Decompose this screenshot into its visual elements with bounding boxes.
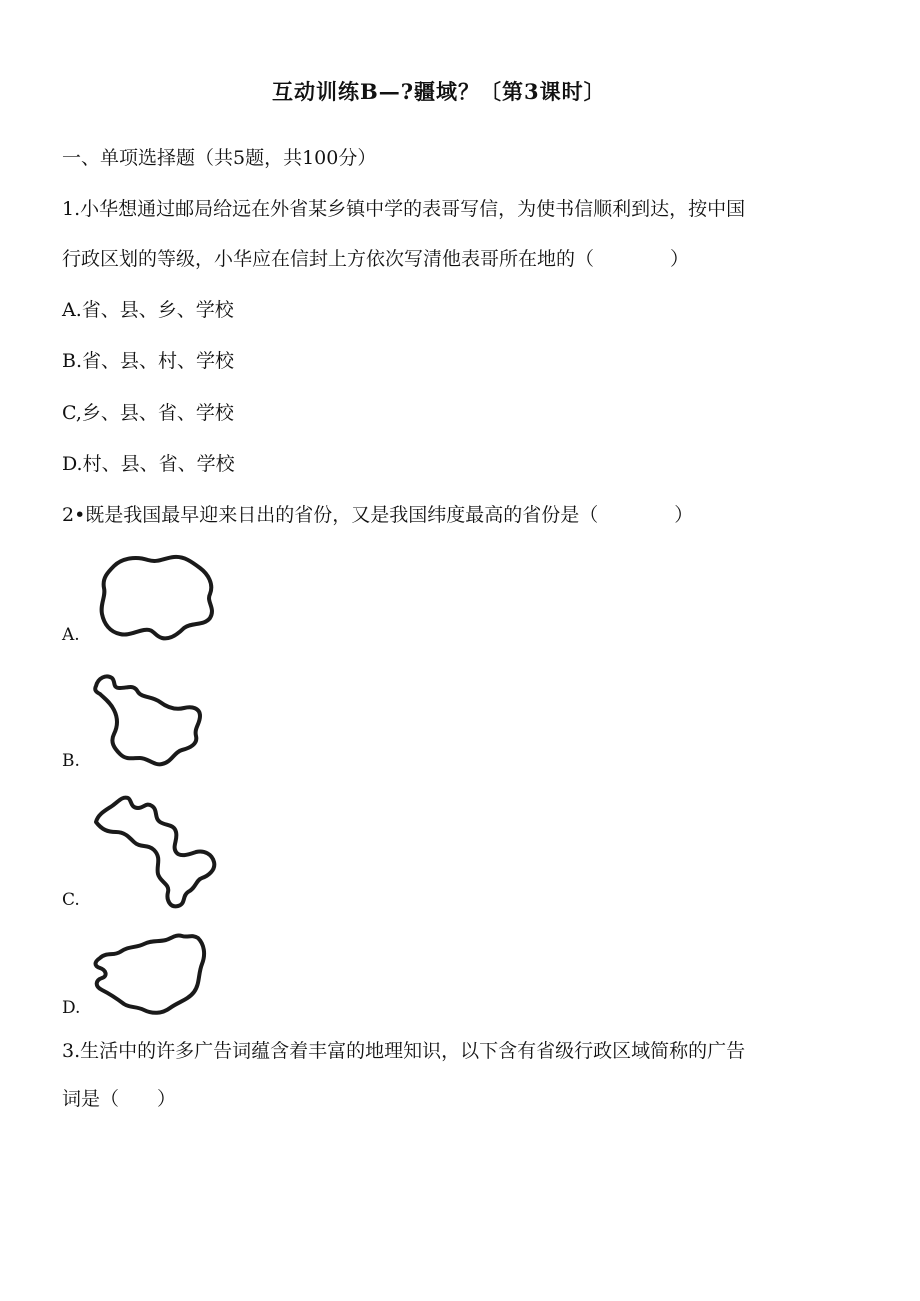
page-title: 互动训练B—?疆域？〔第3课时〕 — [272, 79, 606, 104]
question-1-option-a: A.省、县、乡、学校 — [62, 299, 234, 321]
question-2-option-c-label: C. — [62, 890, 80, 910]
question-1-line-1: 1.小华想通过邮局给远在外省某乡镇中学的表哥写信，为使书信顺利到达，按中国 — [62, 198, 746, 220]
province-outline-b-icon — [90, 668, 210, 773]
province-outline-a-icon — [92, 550, 222, 645]
province-outline-d-icon — [88, 928, 213, 1018]
section-heading: 一、单项选择题（共5题，共100分） — [62, 147, 377, 169]
question-2-option-b-label: B. — [62, 751, 80, 771]
question-2-text: 2•既是我国最早迎来日出的省份，又是我国纬度最高的省份是（ ） — [62, 504, 694, 526]
question-1-line-2: 行政区划的等级，小华应在信封上方依次写清他表哥所在地的（ ） — [62, 248, 690, 270]
question-3-line-2: 词是（ ） — [62, 1088, 177, 1110]
question-1-option-c: C,乡、县、省、学校 — [62, 402, 234, 424]
question-1-option-b: B.省、县、村、学校 — [62, 350, 235, 372]
question-1-option-d: D.村、县、省、学校 — [62, 453, 235, 475]
question-2-option-d-label: D. — [62, 998, 81, 1018]
province-outline-c-icon — [88, 792, 228, 912]
question-2-option-a-label: A. — [62, 625, 80, 645]
question-3-line-1: 3.生活中的许多广告词蕴含着丰富的地理知识，以下含有省级行政区域简称的广告 — [62, 1040, 746, 1062]
